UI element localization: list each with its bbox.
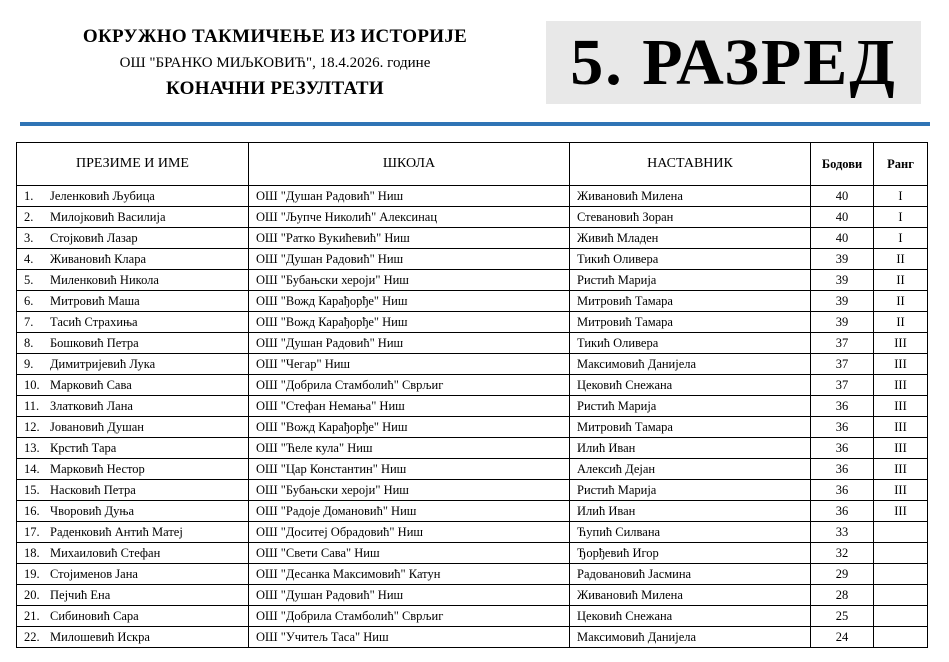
table-row	[17, 585, 928, 606]
teacher-cell: Цековић Снежана	[570, 606, 811, 627]
points-cell: 32	[811, 543, 874, 564]
student-name: Милојковић Василија	[50, 210, 166, 224]
school-cell: ОШ "Бубањски хероји" Ниш	[249, 480, 570, 501]
table-row	[17, 228, 928, 249]
school-cell: ОШ "Стефан Немања" Ниш	[249, 396, 570, 417]
student-cell	[17, 501, 249, 522]
row-number: 1.	[24, 189, 34, 203]
rank-cell	[874, 606, 928, 627]
column-header-teacher: НАСТАВНИК	[570, 143, 811, 186]
school-cell: ОШ "Чегар" Ниш	[249, 354, 570, 375]
points-cell: 39	[811, 291, 874, 312]
school-cell: ОШ "Душан Радовић" Ниш	[249, 585, 570, 606]
row-number: 16.	[24, 504, 40, 518]
points-cell: 39	[811, 270, 874, 291]
table-row	[17, 501, 928, 522]
student-name: Чворовић Дуња	[50, 504, 135, 518]
rank-cell: I	[874, 186, 928, 207]
points-cell: 36	[811, 438, 874, 459]
school-cell: ОШ "Вожд Карађорђе" Ниш	[249, 291, 570, 312]
points-cell: 40	[811, 228, 874, 249]
teacher-cell: Тикић Оливера	[570, 333, 811, 354]
student-name: Раденковић Антић Матеј	[50, 525, 183, 539]
table-row	[17, 291, 928, 312]
row-number: 22.	[24, 630, 40, 644]
points-cell: 36	[811, 396, 874, 417]
results-title: КОНАЧНИ РЕЗУЛТАТИ	[166, 78, 384, 99]
student-name: Марковић Нестор	[50, 462, 145, 476]
student-name: Крстић Тара	[50, 441, 117, 455]
rank-cell: III	[874, 375, 928, 396]
school-cell: ОШ "Цар Константин" Ниш	[249, 459, 570, 480]
teacher-cell: Ристић Марија	[570, 480, 811, 501]
teacher-cell: Илић Иван	[570, 438, 811, 459]
row-number: 5.	[24, 273, 34, 287]
table-row	[17, 312, 928, 333]
student-name: Марковић Сава	[50, 378, 132, 392]
teacher-cell: Митровић Тамара	[570, 312, 811, 333]
teacher-cell: Максимовић Данијела	[570, 627, 811, 648]
student-cell	[17, 228, 249, 249]
rank-cell: III	[874, 396, 928, 417]
rank-cell: III	[874, 438, 928, 459]
table-body	[17, 186, 928, 648]
school-cell: ОШ "Радоје Домановић" Ниш	[249, 501, 570, 522]
table-row	[17, 543, 928, 564]
rank-cell: III	[874, 417, 928, 438]
points-cell: 40	[811, 186, 874, 207]
school-date-subtitle: ОШ "БРАНКО МИЉКОВИЋ", 18.4.2026. године	[119, 55, 431, 71]
points-cell: 29	[811, 564, 874, 585]
points-cell: 25	[811, 606, 874, 627]
points-cell: 36	[811, 417, 874, 438]
student-cell	[17, 354, 249, 375]
row-number: 4.	[24, 252, 34, 266]
rank-cell: III	[874, 459, 928, 480]
school-cell: ОШ "Свети Сава" Ниш	[249, 543, 570, 564]
student-cell	[17, 396, 249, 417]
rank-cell: I	[874, 207, 928, 228]
points-cell: 37	[811, 375, 874, 396]
school-cell: ОШ "Вожд Карађорђе" Ниш	[249, 312, 570, 333]
school-cell: ОШ "Ратко Вукићевић" Ниш	[249, 228, 570, 249]
rank-cell: III	[874, 354, 928, 375]
rank-cell: III	[874, 480, 928, 501]
school-cell: ОШ "Душан Радовић" Ниш	[249, 333, 570, 354]
row-number: 15.	[24, 483, 40, 497]
points-cell: 28	[811, 585, 874, 606]
row-number: 9.	[24, 357, 34, 371]
row-number: 8.	[24, 336, 34, 350]
results-table	[16, 142, 928, 648]
row-number: 20.	[24, 588, 40, 602]
points-cell: 40	[811, 207, 874, 228]
row-number: 19.	[24, 567, 40, 581]
rank-cell	[874, 585, 928, 606]
rank-cell: III	[874, 501, 928, 522]
column-header-name: ПРЕЗИМЕ И ИМЕ	[17, 143, 249, 186]
row-number: 12.	[24, 420, 40, 434]
points-cell: 24	[811, 627, 874, 648]
student-cell	[17, 417, 249, 438]
student-name: Златковић Лана	[50, 399, 133, 413]
column-header-points: Бодови	[811, 143, 874, 186]
rank-cell: II	[874, 291, 928, 312]
student-name: Јовановић Душан	[50, 420, 144, 434]
student-name: Милошевић Искра	[50, 630, 150, 644]
student-cell	[17, 186, 249, 207]
student-name: Стојковић Лазар	[50, 231, 138, 245]
teacher-cell: Живановић Милена	[570, 585, 811, 606]
student-cell	[17, 522, 249, 543]
teacher-cell: Митровић Тамара	[570, 417, 811, 438]
student-cell	[17, 459, 249, 480]
teacher-cell: Ристић Марија	[570, 270, 811, 291]
row-number: 10.	[24, 378, 40, 392]
student-cell	[17, 375, 249, 396]
points-cell: 36	[811, 459, 874, 480]
table-row	[17, 207, 928, 228]
student-cell	[17, 543, 249, 564]
points-cell: 37	[811, 333, 874, 354]
rank-cell	[874, 564, 928, 585]
table-row	[17, 438, 928, 459]
school-cell: ОШ "Бубањски хероји" Ниш	[249, 270, 570, 291]
student-name: Михаиловић Стефан	[50, 546, 161, 560]
table-header-row	[17, 143, 928, 186]
teacher-cell: Живановић Милена	[570, 186, 811, 207]
teacher-cell: Алексић Дејан	[570, 459, 811, 480]
student-cell	[17, 480, 249, 501]
school-cell: ОШ "Добрила Стамболић" Сврљиг	[249, 375, 570, 396]
grade-banner: 5. РАЗРЕД	[546, 21, 921, 104]
student-name: Насковић Петра	[50, 483, 136, 497]
rank-cell: II	[874, 270, 928, 291]
school-cell: ОШ "Добрила Стамболић" Сврљиг	[249, 606, 570, 627]
student-cell	[17, 606, 249, 627]
rank-cell	[874, 627, 928, 648]
student-name: Миленковић Никола	[50, 273, 159, 287]
student-cell	[17, 585, 249, 606]
teacher-cell: Илић Иван	[570, 501, 811, 522]
student-name: Пејчић Ена	[50, 588, 111, 602]
teacher-cell: Цековић Снежана	[570, 375, 811, 396]
teacher-cell: Радовановић Јасмина	[570, 564, 811, 585]
school-cell: ОШ "Учитељ Таса" Ниш	[249, 627, 570, 648]
points-cell: 39	[811, 249, 874, 270]
student-name: Бошковић Петра	[50, 336, 139, 350]
teacher-cell: Живић Младен	[570, 228, 811, 249]
school-cell: ОШ "Душан Радовић" Ниш	[249, 249, 570, 270]
row-number: 7.	[24, 315, 34, 329]
document-header	[20, 24, 530, 102]
teacher-cell: Тикић Оливера	[570, 249, 811, 270]
school-cell: ОШ "Љупче Николић" Алексинац	[249, 207, 570, 228]
row-number: 18.	[24, 546, 40, 560]
rank-cell: I	[874, 228, 928, 249]
school-cell: ОШ "Доситеј Обрадовић" Ниш	[249, 522, 570, 543]
student-cell	[17, 207, 249, 228]
rank-cell	[874, 543, 928, 564]
rank-cell	[874, 522, 928, 543]
row-number: 3.	[24, 231, 34, 245]
row-number: 17.	[24, 525, 40, 539]
table-row	[17, 627, 928, 648]
student-cell	[17, 564, 249, 585]
table-row	[17, 480, 928, 501]
points-cell: 36	[811, 501, 874, 522]
rank-cell: II	[874, 249, 928, 270]
table-row	[17, 522, 928, 543]
teacher-cell: Максимовић Данијела	[570, 354, 811, 375]
school-cell: ОШ "Десанка Максимовић" Катун	[249, 564, 570, 585]
table-row	[17, 564, 928, 585]
student-cell	[17, 333, 249, 354]
table-row	[17, 249, 928, 270]
school-cell: ОШ "Душан Радовић" Ниш	[249, 186, 570, 207]
teacher-cell: Митровић Тамара	[570, 291, 811, 312]
student-cell	[17, 249, 249, 270]
column-header-school: ШКОЛА	[249, 143, 570, 186]
student-name: Јеленковић Љубица	[50, 189, 155, 203]
rank-cell: II	[874, 312, 928, 333]
student-cell	[17, 270, 249, 291]
points-cell: 37	[811, 354, 874, 375]
student-name: Димитријевић Лука	[50, 357, 156, 371]
table-row	[17, 186, 928, 207]
points-cell: 33	[811, 522, 874, 543]
row-number: 13.	[24, 441, 40, 455]
competition-title: ОКРУЖНО ТАКМИЧЕЊЕ ИЗ ИСТОРИЈЕ	[82, 26, 468, 47]
table-row	[17, 606, 928, 627]
table-row	[17, 333, 928, 354]
school-cell: ОШ "Вожд Карађорђе" Ниш	[249, 417, 570, 438]
teacher-cell: Ђорђевић Игор	[570, 543, 811, 564]
teacher-cell: Стевановић Зоран	[570, 207, 811, 228]
student-name: Живановић Клара	[50, 252, 147, 266]
row-number: 11.	[24, 399, 40, 413]
table-row	[17, 354, 928, 375]
school-cell: ОШ "Ћеле кула" Ниш	[249, 438, 570, 459]
header-divider	[20, 122, 930, 126]
student-cell	[17, 627, 249, 648]
student-name: Тасић Страхиња	[50, 315, 138, 329]
table-row	[17, 270, 928, 291]
table-row	[17, 396, 928, 417]
student-name: Митровић Маша	[50, 294, 140, 308]
teacher-cell: Ристић Марија	[570, 396, 811, 417]
student-cell	[17, 438, 249, 459]
row-number: 2.	[24, 210, 34, 224]
table-row	[17, 417, 928, 438]
row-number: 6.	[24, 294, 34, 308]
teacher-cell: Ћупић Силвана	[570, 522, 811, 543]
row-number: 14.	[24, 462, 40, 476]
student-cell	[17, 291, 249, 312]
student-cell	[17, 312, 249, 333]
points-cell: 36	[811, 480, 874, 501]
points-cell: 39	[811, 312, 874, 333]
student-name: Стојименов Јана	[50, 567, 138, 581]
rank-cell: III	[874, 333, 928, 354]
student-name: Сибиновић Сара	[50, 609, 139, 623]
table-row	[17, 375, 928, 396]
column-header-rank: Ранг	[874, 143, 928, 186]
table-row	[17, 459, 928, 480]
row-number: 21.	[24, 609, 40, 623]
